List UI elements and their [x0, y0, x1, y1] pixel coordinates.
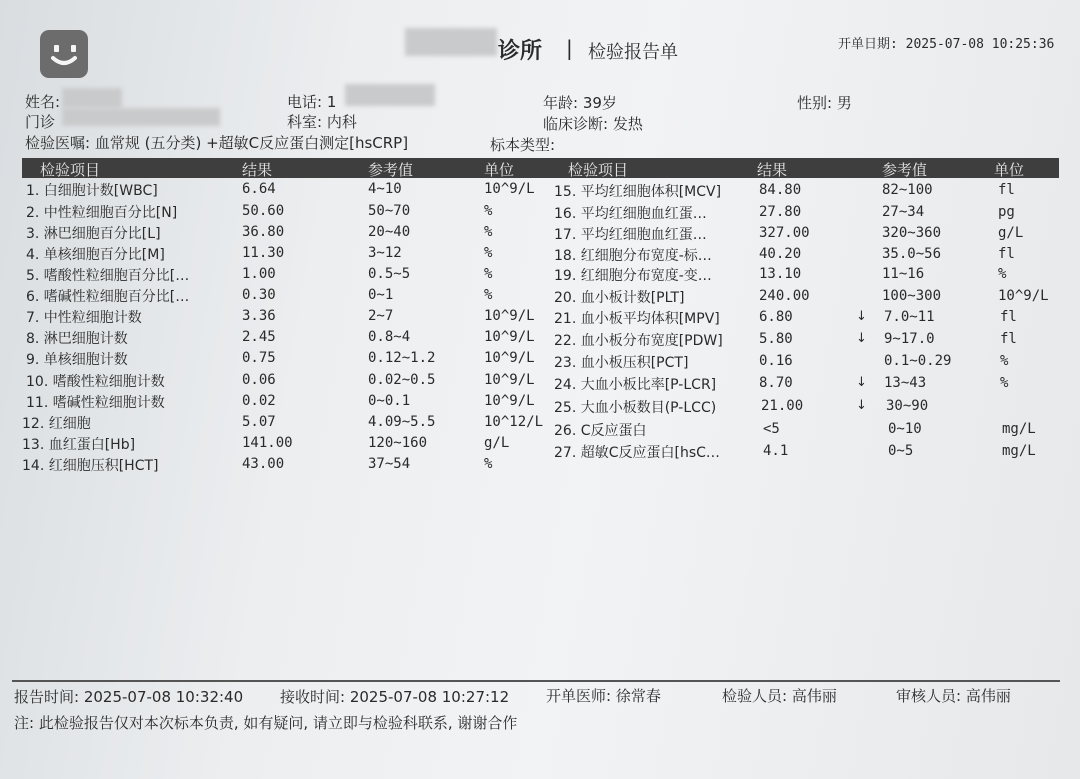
item-unit: % — [1000, 353, 1009, 369]
item-result: <5 — [763, 421, 780, 437]
col-unit-right: 单位 — [994, 161, 1025, 179]
item-name: 10. 嗜酸性粒细胞计数 — [26, 374, 165, 390]
item-result: 50.60 — [242, 203, 285, 219]
item-unit: 10^9/L — [484, 308, 535, 324]
item-name: 25. 大血小板数目(P-LCC) — [554, 400, 717, 416]
item-unit: g/L — [998, 225, 1024, 241]
item-name: 13. 血红蛋白[Hb] — [22, 437, 136, 453]
item-unit: fl — [998, 182, 1015, 198]
item-unit: 10^12/L — [484, 414, 544, 430]
report-time: 报告时间: 2025-07-08 10:32:40 — [14, 688, 244, 706]
item-result: 3.36 — [242, 308, 276, 324]
flag-low: ↓ — [856, 331, 867, 346]
item-result: 0.06 — [242, 372, 276, 388]
item-result: 21.00 — [761, 398, 804, 414]
item-unit: % — [484, 203, 493, 219]
item-result: 0.16 — [759, 353, 793, 369]
item-result: 43.00 — [242, 456, 285, 472]
item-name: 1. 白细胞计数[WBC] — [26, 183, 158, 199]
item-reference: 100~300 — [882, 288, 942, 304]
flag-low: ↓ — [856, 398, 867, 413]
item-reference: 4~10 — [368, 181, 402, 197]
flag-low: ↓ — [856, 309, 867, 324]
item-reference: 0~1 — [368, 287, 394, 303]
redacted-patient-name — [62, 88, 122, 108]
test-order: 检验医嘱: 血常规 (五分类) +超敏C反应蛋白测定[hsCRP] — [25, 134, 409, 152]
item-reference: 82~100 — [882, 182, 933, 198]
item-result: 40.20 — [759, 246, 802, 262]
item-unit: 10^9/L — [484, 350, 535, 366]
clinic-name: 诊所 — [498, 39, 543, 64]
item-name: 3. 淋巴细胞百分比[L] — [26, 226, 161, 242]
item-name: 17. 平均红细胞血红蛋… — [554, 227, 707, 243]
item-unit: 10^9/L — [484, 181, 535, 197]
flag-low: ↓ — [856, 375, 867, 390]
clinical-diagnosis: 临床诊断: 发热 — [543, 115, 643, 133]
item-unit: 10^9/L — [484, 393, 535, 409]
item-reference: 9~17.0 — [884, 331, 935, 347]
item-result: 4.1 — [763, 443, 789, 459]
item-unit: 10^9/L — [998, 288, 1049, 304]
table-header — [22, 158, 1059, 178]
col-reference-right: 参考值 — [882, 161, 928, 179]
item-result: 1.00 — [242, 266, 276, 282]
item-reference: 50~70 — [368, 203, 411, 219]
col-reference-left: 参考值 — [368, 161, 414, 179]
item-reference: 11~16 — [882, 266, 925, 282]
item-name: 23. 血小板压积[PCT] — [554, 355, 689, 371]
department: 科室: 内科 — [287, 113, 357, 131]
item-unit: mg/L — [1002, 443, 1036, 459]
item-name: 7. 中性粒细胞计数 — [26, 310, 142, 326]
item-name: 15. 平均红细胞体积[MCV] — [554, 184, 722, 200]
redacted-clinic-id — [62, 108, 220, 126]
item-name: 16. 平均红细胞血红蛋… — [554, 206, 707, 222]
item-result: 240.00 — [759, 288, 810, 304]
item-reference: 0~10 — [888, 421, 922, 437]
disclaimer-note: 注: 此检验报告仅对本次标本负责, 如有疑问, 请立即与检验科联系, 谢谢合作 — [14, 714, 518, 732]
item-result: 327.00 — [759, 225, 810, 241]
reviewer: 审核人员: 高伟丽 — [896, 687, 1011, 705]
item-name: 26. C反应蛋白 — [554, 423, 647, 439]
item-unit: fl — [1000, 331, 1017, 347]
item-result: 2.45 — [242, 329, 276, 345]
item-unit: % — [484, 456, 493, 472]
item-result: 36.80 — [242, 224, 285, 240]
redacted-clinic-name — [405, 28, 497, 56]
item-unit: % — [484, 266, 493, 282]
item-result: 13.10 — [759, 266, 802, 282]
receive-time: 接收时间: 2025-07-08 10:27:12 — [280, 688, 510, 706]
item-result: 11.30 — [242, 245, 285, 261]
item-reference: 320~360 — [882, 225, 942, 241]
item-name: 21. 血小板平均体积[MPV] — [554, 311, 720, 327]
item-unit: fl — [1000, 309, 1017, 325]
item-name: 8. 淋巴细胞计数 — [26, 331, 128, 347]
item-result: 141.00 — [242, 435, 293, 451]
item-name: 2. 中性粒细胞百分比[N] — [26, 205, 178, 221]
item-reference: 30~90 — [886, 398, 929, 414]
item-reference: 3~12 — [368, 245, 402, 261]
phone-label: 电话: 1 — [287, 93, 337, 111]
item-unit: 10^9/L — [484, 329, 535, 345]
redacted-phone — [345, 84, 435, 106]
item-reference: 0.5~5 — [368, 266, 411, 282]
item-unit: % — [484, 287, 493, 303]
item-unit: % — [484, 224, 493, 240]
item-result: 5.80 — [759, 331, 793, 347]
col-item-right: 检验项目 — [568, 161, 629, 179]
open-date: 开单日期: 2025-07-08 10:25:36 — [838, 37, 1055, 52]
item-name: 27. 超敏C反应蛋白[hsC… — [554, 445, 720, 461]
item-name: 24. 大血小板比率[P-LCR] — [554, 377, 717, 393]
patient-name-label: 姓名: — [25, 93, 61, 111]
item-unit: % — [1000, 375, 1009, 391]
col-unit-left: 单位 — [484, 161, 515, 179]
ordering-doctor: 开单医师: 徐常春 — [546, 687, 661, 705]
item-reference: 35.0~56 — [882, 246, 942, 262]
item-name: 14. 红细胞压积[HCT] — [22, 458, 159, 474]
item-name: 6. 嗜碱性粒细胞百分比[… — [26, 289, 190, 305]
clinic-label: 门诊 — [25, 113, 56, 131]
item-name: 4. 单核细胞百分比[M] — [26, 247, 165, 263]
item-name: 5. 嗜酸性粒细胞百分比[… — [26, 268, 190, 284]
tester: 检验人员: 高伟丽 — [722, 687, 837, 705]
item-name: 12. 红细胞 — [22, 416, 91, 432]
item-result: 8.70 — [759, 375, 793, 391]
item-unit: 10^9/L — [484, 372, 535, 388]
item-reference: 27~34 — [882, 204, 925, 220]
item-result: 0.30 — [242, 287, 276, 303]
age: 年龄: 39岁 — [543, 94, 617, 112]
item-result: 5.07 — [242, 414, 276, 430]
item-result: 6.80 — [759, 309, 793, 325]
item-name: 11. 嗜碱性粒细胞计数 — [26, 395, 165, 411]
item-unit: % — [998, 266, 1007, 282]
item-unit: % — [484, 245, 493, 261]
item-result: 6.64 — [242, 181, 276, 197]
item-name: 20. 血小板计数[PLT] — [554, 290, 685, 306]
sex: 性别: 男 — [797, 94, 852, 112]
smiley-logo-icon — [40, 30, 88, 78]
item-reference: 2~7 — [368, 308, 394, 324]
item-result: 0.02 — [242, 393, 276, 409]
item-reference: 7.0~11 — [884, 309, 935, 325]
report-title: 检验报告单 — [588, 42, 678, 63]
item-reference: 37~54 — [368, 456, 411, 472]
item-reference: 0~5 — [888, 443, 914, 459]
item-result: 0.75 — [242, 350, 276, 366]
item-unit: fl — [998, 246, 1015, 262]
item-result: 84.80 — [759, 182, 802, 198]
footer-divider — [12, 680, 1060, 682]
sample-type: 标本类型: — [490, 136, 556, 154]
col-result-right: 结果 — [757, 161, 788, 179]
item-name: 22. 血小板分布宽度[PDW] — [554, 333, 723, 349]
item-result: 27.80 — [759, 204, 802, 220]
item-name: 9. 单核细胞计数 — [26, 352, 128, 368]
item-name: 19. 红细胞分布宽度-变… — [554, 268, 712, 284]
col-item-left: 检验项目 — [40, 161, 101, 179]
item-reference: 0.1~0.29 — [884, 353, 952, 369]
item-name: 18. 红细胞分布宽度-标… — [554, 248, 712, 264]
col-result-left: 结果 — [242, 161, 273, 179]
item-reference: 0.02~0.5 — [368, 372, 436, 388]
item-reference: 0.8~4 — [368, 329, 411, 345]
item-unit: mg/L — [1002, 421, 1036, 437]
item-reference: 0.12~1.2 — [368, 350, 436, 366]
item-unit: pg — [998, 204, 1015, 220]
item-reference: 4.09~5.5 — [368, 414, 436, 430]
item-reference: 120~160 — [368, 435, 428, 451]
item-reference: 0~0.1 — [368, 393, 411, 409]
item-unit: g/L — [484, 435, 510, 451]
title-separator: | — [566, 36, 573, 60]
item-reference: 13~43 — [884, 375, 927, 391]
item-reference: 20~40 — [368, 224, 411, 240]
